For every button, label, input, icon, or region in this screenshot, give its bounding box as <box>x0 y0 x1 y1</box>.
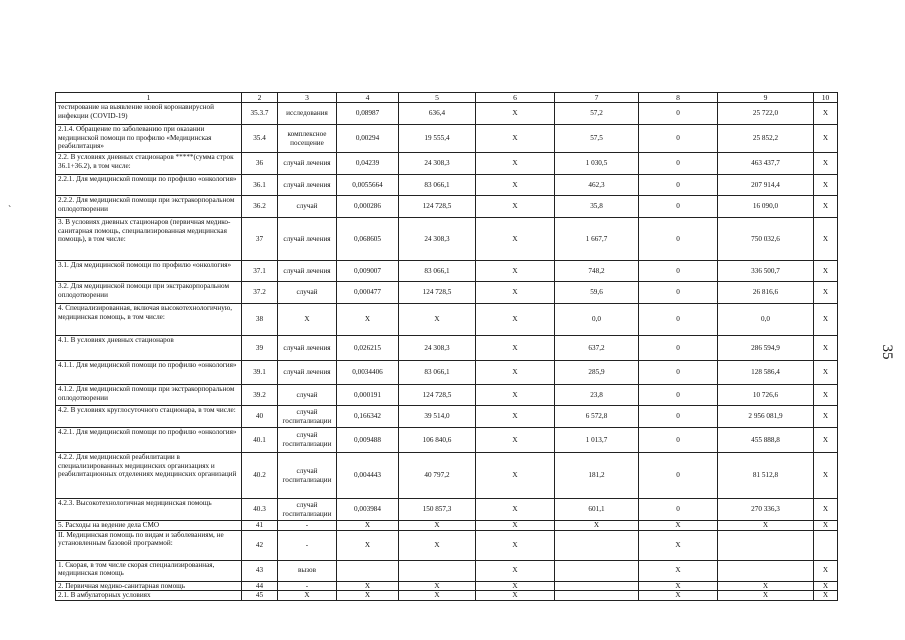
table-row <box>56 282 838 304</box>
table-cell: 124 728,5 <box>399 385 476 406</box>
table-cell: 207 914,4 <box>718 175 814 196</box>
table-cell: 285,9 <box>555 361 639 385</box>
table-row <box>56 385 838 406</box>
table-cell: 0 <box>639 428 718 453</box>
row-name-cell: 3.2. Для медицинской помощи при экстракорпоральном оплодотворении <box>56 282 242 304</box>
header-cell: 3 <box>278 93 337 103</box>
table-cell: 0,04239 <box>337 153 399 175</box>
table-cell: 43 <box>242 560 278 581</box>
header-cell: 7 <box>555 93 639 103</box>
table-cell: X <box>278 591 337 601</box>
table-cell: X <box>476 581 555 591</box>
table-cell: X <box>814 304 838 336</box>
table-cell: X <box>476 304 555 336</box>
table-cell: случай <box>278 282 337 304</box>
header-cell: 4 <box>337 93 399 103</box>
table-cell: X <box>814 521 838 531</box>
table-cell: X <box>399 530 476 560</box>
table-row <box>56 530 838 560</box>
row-name-cell: 4. Специализированная, включая высокотехнологичную, медицинская помощь, в том числе: <box>56 304 242 336</box>
table-cell: случай лечения <box>278 175 337 196</box>
table-cell <box>718 530 814 560</box>
table-cell: 40.1 <box>242 428 278 453</box>
row-name-cell: 3. В условиях дневных стационаров (первичная медико-санитарная помощь, специализированная медицинская помощь), в том числе: <box>56 218 242 261</box>
table-cell: 26 816,6 <box>718 282 814 304</box>
row-name-cell: 2.2. В условиях дневных стационаров *****(сумма строк 36.1+36.2), в том числе: <box>56 153 242 175</box>
table-cell: 0,068605 <box>337 218 399 261</box>
table-row <box>56 175 838 196</box>
table-cell: 270 336,3 <box>718 499 814 521</box>
table-cell: X <box>476 103 555 125</box>
table-row <box>56 304 838 336</box>
row-name-cell: 1. Скорая, в том числе скорая специализированная, медицинская помощь <box>56 560 242 581</box>
table-cell: X <box>337 530 399 560</box>
table-header-row <box>56 93 838 103</box>
data-table <box>55 92 838 601</box>
table-cell: 106 840,6 <box>399 428 476 453</box>
table-cell: X <box>476 153 555 175</box>
table-cell: 37.1 <box>242 261 278 282</box>
table-cell: 24 308,3 <box>399 336 476 361</box>
table-cell: 41 <box>242 521 278 531</box>
table-cell: X <box>814 175 838 196</box>
table-cell: X <box>814 591 838 601</box>
table-cell <box>555 581 639 591</box>
table-cell: 0 <box>639 218 718 261</box>
table-cell: 0 <box>639 304 718 336</box>
page-number: 35 <box>879 344 895 360</box>
table-cell <box>337 560 399 581</box>
table-cell: X <box>814 261 838 282</box>
table-cell: X <box>278 304 337 336</box>
table-cell: - <box>278 521 337 531</box>
table-cell: 83 066,1 <box>399 175 476 196</box>
table-cell: X <box>814 453 838 499</box>
table-cell: 0 <box>639 153 718 175</box>
table-cell: X <box>476 125 555 153</box>
table-cell: X <box>476 175 555 196</box>
table-cell: 750 032,6 <box>718 218 814 261</box>
table-cell: X <box>337 521 399 531</box>
header-cell: 10 <box>814 93 838 103</box>
table-cell: X <box>337 304 399 336</box>
table-cell <box>555 591 639 601</box>
table-cell: 16 090,0 <box>718 196 814 218</box>
table-cell: 19 555,4 <box>399 125 476 153</box>
table-cell: 601,1 <box>555 499 639 521</box>
table-cell: 0 <box>639 453 718 499</box>
table-row <box>56 361 838 385</box>
table-cell: 10 726,6 <box>718 385 814 406</box>
row-name-cell: 2.2.1. Для медицинской помощи по профилю «онкология» <box>56 175 242 196</box>
table-cell: 35,8 <box>555 196 639 218</box>
table-cell: 0,0034406 <box>337 361 399 385</box>
table-cell: X <box>814 361 838 385</box>
table-cell: 0,000477 <box>337 282 399 304</box>
table-cell <box>555 530 639 560</box>
table-row <box>56 406 838 428</box>
table-cell: 59,6 <box>555 282 639 304</box>
table-cell: 124 728,5 <box>399 196 476 218</box>
table-cell: случай лечения <box>278 153 337 175</box>
table-cell: 24 308,3 <box>399 153 476 175</box>
table-cell: X <box>476 261 555 282</box>
table-cell: 25 722,0 <box>718 103 814 125</box>
table-cell: 0 <box>639 125 718 153</box>
table-cell: 1 030,5 <box>555 153 639 175</box>
table-cell <box>555 560 639 581</box>
table-cell: X <box>639 591 718 601</box>
row-name-cell: 2. Первичная медико-санитарная помощь <box>56 581 242 591</box>
header-cell: 9 <box>718 93 814 103</box>
table-row <box>56 428 838 453</box>
table-cell: 57,5 <box>555 125 639 153</box>
table-cell: 0,0055664 <box>337 175 399 196</box>
table-cell: X <box>476 453 555 499</box>
table-cell: 39.2 <box>242 385 278 406</box>
table-cell: X <box>718 521 814 531</box>
table-row <box>56 521 838 531</box>
table-cell: 25 852,2 <box>718 125 814 153</box>
table-cell: 1 667,7 <box>555 218 639 261</box>
table-cell: X <box>399 581 476 591</box>
table-cell: 0,0 <box>555 304 639 336</box>
table-cell: 81 512,8 <box>718 453 814 499</box>
table-cell: 37 <box>242 218 278 261</box>
header-cell: 5 <box>399 93 476 103</box>
table-cell: случай <box>278 385 337 406</box>
table-cell: X <box>814 125 838 153</box>
table-body <box>56 93 838 601</box>
table-row <box>56 336 838 361</box>
table-cell: исследования <box>278 103 337 125</box>
table-cell: X <box>814 153 838 175</box>
table-cell: 0 <box>639 385 718 406</box>
table-cell: 39.1 <box>242 361 278 385</box>
table-cell: случай лечения <box>278 361 337 385</box>
table-row <box>56 196 838 218</box>
row-name-cell: 2.2.2. Для медицинской помощи при экстракорпоральном оплодотворении <box>56 196 242 218</box>
row-name-cell: 2.1. В амбулаторных условиях <box>56 591 242 601</box>
table-cell: 0 <box>639 103 718 125</box>
table-cell: 0,0 <box>718 304 814 336</box>
table-cell: 0 <box>639 406 718 428</box>
table-row <box>56 261 838 282</box>
table-cell: X <box>814 103 838 125</box>
table-row <box>56 453 838 499</box>
header-cell: 2 <box>242 93 278 103</box>
table-cell: 637,2 <box>555 336 639 361</box>
table-cell: X <box>476 560 555 581</box>
table-cell: X <box>399 521 476 531</box>
table-cell: 150 857,3 <box>399 499 476 521</box>
table-cell: 462,3 <box>555 175 639 196</box>
row-name-cell: 4.2.3. Высокотехнологичная медицинская помощь <box>56 499 242 521</box>
table-cell: 40.2 <box>242 453 278 499</box>
table-cell: 463 437,7 <box>718 153 814 175</box>
table-cell: X <box>476 336 555 361</box>
table-cell: 0 <box>639 282 718 304</box>
table-cell: X <box>476 591 555 601</box>
table-cell: X <box>814 499 838 521</box>
table-cell: комплексное посещение <box>278 125 337 153</box>
table-cell: 0,000191 <box>337 385 399 406</box>
row-name-cell: 4.2. В условиях круглосуточного стационара, в том числе: <box>56 406 242 428</box>
table-cell: X <box>639 530 718 560</box>
table-cell: 336 500,7 <box>718 261 814 282</box>
header-cell: 8 <box>639 93 718 103</box>
table-row <box>56 581 838 591</box>
table-cell: вызов <box>278 560 337 581</box>
table-cell <box>718 560 814 581</box>
table-cell: 0,009488 <box>337 428 399 453</box>
table-cell: X <box>476 521 555 531</box>
table-cell: 36.1 <box>242 175 278 196</box>
table-cell: случай лечения <box>278 261 337 282</box>
table-cell: X <box>639 560 718 581</box>
table-cell: 39 514,0 <box>399 406 476 428</box>
stray-mark: ` <box>8 205 12 216</box>
row-name-cell: 4.2.2. Для медицинской реабилитации в специализированных медицинских организациях и реабилитационных отделениях медицинских организаций <box>56 453 242 499</box>
table-cell: X <box>476 385 555 406</box>
table-cell: X <box>814 560 838 581</box>
table-cell: 39 <box>242 336 278 361</box>
table-cell: X <box>639 581 718 591</box>
table-cell: 124 728,5 <box>399 282 476 304</box>
table-cell: X <box>555 521 639 531</box>
table-cell: 181,2 <box>555 453 639 499</box>
table-cell: 35.4 <box>242 125 278 153</box>
table-cell: 748,2 <box>555 261 639 282</box>
table-row <box>56 591 838 601</box>
table-cell: 40.3 <box>242 499 278 521</box>
table-cell: X <box>337 581 399 591</box>
table-cell: 40 797,2 <box>399 453 476 499</box>
table-row <box>56 560 838 581</box>
row-name-cell: 4.1.1. Для медицинской помощи по профилю «онкология» <box>56 361 242 385</box>
table-cell: X <box>814 581 838 591</box>
table-cell: X <box>718 581 814 591</box>
table-cell: X <box>814 406 838 428</box>
table-cell: X <box>814 196 838 218</box>
row-name-cell: 3.1. Для медицинской помощи по профилю «онкология» <box>56 261 242 282</box>
table-cell: 23,8 <box>555 385 639 406</box>
table-cell: X <box>399 591 476 601</box>
table-cell: X <box>476 282 555 304</box>
table-cell: 0 <box>639 499 718 521</box>
table-cell: X <box>814 282 838 304</box>
table-cell: 0,08987 <box>337 103 399 125</box>
header-cell: 1 <box>56 93 242 103</box>
table-cell: 37.2 <box>242 282 278 304</box>
table-cell: X <box>814 385 838 406</box>
table-cell: 0 <box>639 196 718 218</box>
table-cell: X <box>476 499 555 521</box>
table-cell: случай лечения <box>278 218 337 261</box>
table-cell: 83 066,1 <box>399 361 476 385</box>
table-row <box>56 125 838 153</box>
table-cell: 0 <box>639 175 718 196</box>
table-cell: X <box>814 218 838 261</box>
table-cell: X <box>814 336 838 361</box>
header-cell: 6 <box>476 93 555 103</box>
table-cell: случай госпитализации <box>278 428 337 453</box>
table-cell: X <box>476 530 555 560</box>
table-cell: 36 <box>242 153 278 175</box>
table-cell: X <box>337 591 399 601</box>
table-cell: 636,4 <box>399 103 476 125</box>
table-cell: 0,00294 <box>337 125 399 153</box>
table-cell: X <box>814 428 838 453</box>
table-cell: 0 <box>639 336 718 361</box>
table-cell: 0 <box>639 261 718 282</box>
table-cell: 0,000286 <box>337 196 399 218</box>
table-cell: 0,009007 <box>337 261 399 282</box>
table-cell: 6 572,8 <box>555 406 639 428</box>
table-cell: 0 <box>639 361 718 385</box>
table-cell: случай госпитализации <box>278 499 337 521</box>
table-cell: - <box>278 530 337 560</box>
table-cell: X <box>476 218 555 261</box>
table-cell: 286 594,9 <box>718 336 814 361</box>
table-cell: X <box>399 304 476 336</box>
table-cell: X <box>718 591 814 601</box>
table-cell: 24 308,3 <box>399 218 476 261</box>
table-cell: 2 956 081,9 <box>718 406 814 428</box>
table-cell: 128 586,4 <box>718 361 814 385</box>
row-name-cell: тестирование на выявление новой коронавирусной инфекции (COVID-19) <box>56 103 242 125</box>
table-cell: случай госпитализации <box>278 406 337 428</box>
table-row <box>56 153 838 175</box>
table-row <box>56 218 838 261</box>
row-name-cell: 5. Расходы на ведение дела СМО <box>56 521 242 531</box>
table-cell: 44 <box>242 581 278 591</box>
row-name-cell: 4.2.1. Для медицинской помощи по профилю «онкология» <box>56 428 242 453</box>
table-cell: случай госпитализации <box>278 453 337 499</box>
table-cell: 40 <box>242 406 278 428</box>
table-row <box>56 103 838 125</box>
table-cell: 0,166342 <box>337 406 399 428</box>
table-cell: 38 <box>242 304 278 336</box>
table-cell: 455 888,8 <box>718 428 814 453</box>
table-row <box>56 499 838 521</box>
table-cell: 36.2 <box>242 196 278 218</box>
table-cell: 0,004443 <box>337 453 399 499</box>
table-cell <box>399 560 476 581</box>
table-cell: 57,2 <box>555 103 639 125</box>
row-name-cell: 4.1.2. Для медицинской помощи при экстракорпоральном оплодотворении <box>56 385 242 406</box>
table-cell: - <box>278 581 337 591</box>
row-name-cell: 2.1.4. Обращение по заболеванию при оказании медицинской помощи по профилю «Медицинская реабилитация» <box>56 125 242 153</box>
table-cell: X <box>476 406 555 428</box>
table-cell: X <box>476 196 555 218</box>
table-cell: случай лечения <box>278 336 337 361</box>
table-cell: 35.3.7 <box>242 103 278 125</box>
table-cell: случай <box>278 196 337 218</box>
table-cell: 1 013,7 <box>555 428 639 453</box>
table-cell: 45 <box>242 591 278 601</box>
table-cell: 0,003984 <box>337 499 399 521</box>
table-cell: X <box>639 521 718 531</box>
table-cell: X <box>476 361 555 385</box>
table-cell: X <box>476 428 555 453</box>
row-name-cell: II. Медицинская помощь по видам и заболеваниям, не установленным базовой программой: <box>56 530 242 560</box>
row-name-cell: 4.1. В условиях дневных стационаров <box>56 336 242 361</box>
table-cell <box>814 530 838 560</box>
table-cell: 42 <box>242 530 278 560</box>
table-cell: 0,026215 <box>337 336 399 361</box>
table-cell: 83 066,1 <box>399 261 476 282</box>
